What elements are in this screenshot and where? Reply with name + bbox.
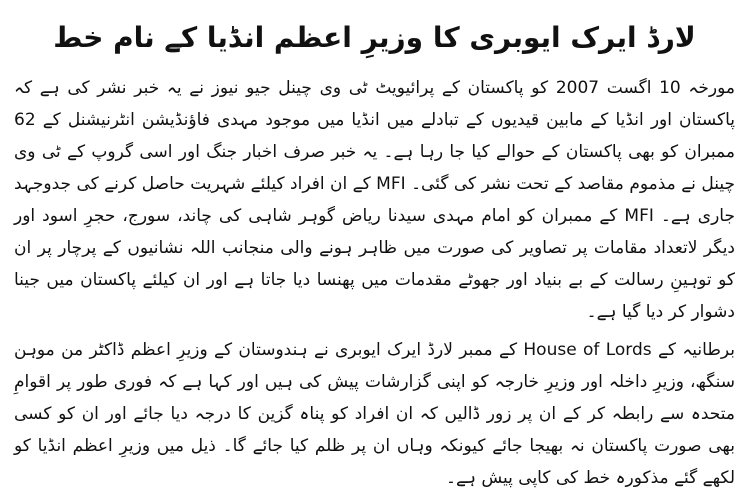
document-title: لارڈ ایرک ایوبری کا وزیرِ اعظم انڈیا کے نام خط xyxy=(53,21,696,54)
paragraph-2: برطانیہ کے House of Lords کے ممبر لارڈ ایرک ایوبری نے ہندوستان کے وزیرِ اعظم ڈاکٹر من موہن سنگھ، وزیرِ داخلہ اور وزیرِ خارجہ کو اپنی گزارشات پیش کی ہیں اور کہا ہے کہ فوری طور پر اقوامِ متحدہ سے رابطہ کر کے ان پر زور ڈالیں کہ ان افراد کو پناہ گزین کا درجہ دیا جائے اور ان کو کسی بھی صورت پاکستان نہ بھیجا جائے کیونکہ وہاں ان پر ظلم کیا جائے گا۔ ذیل میں وزیرِ اعظم انڈیا کو لکھے گئے مذکورہ خط کی کاپی پیش ہے۔ xyxy=(14,340,735,488)
paragraph-1: مورخہ 10 اگست 2007 کو پاکستان کے پرائیویٹ ٹی وی چینل جیو نیوز نے یہ خبر نشر کی ہے کہ پاکستان اور انڈیا کے مابین قیدیوں کے تبادلے میں انڈیا میں موجود مہدی فاؤنڈیشن انٹرنیشنل کے 62 ممبران کو بھی پاکستان کے حوالے کیا جا رہا ہے۔ یہ خبر صرف اخبار جنگ اور اسی گروپ کے ٹی وی چینل نے مذموم مقاصد کے تحت نشر کی گئی۔ MFI کے ان افراد کیلئے شہریت حاصل کرنے کی جدوجہد جاری ہے۔ MFI کے ممبران کو امام مہدی سیدنا ریاض گوہر شاہی کی چاند، سورج، حجرِ اسود اور دیگر لاتعداد مقامات پر تصاویر کی صورت میں ظاہر ہونے والی منجانب اللہ نشانیوں کے پرچار پر ان کو توہینِ رسالت کے بے بنیاد اور جھوٹے مقدمات میں پھنسا دیا جاتا ہے اور ان کیلئے پاکستان میں جینا دشوار کر دیا گیا ہے۔ xyxy=(14,78,735,322)
